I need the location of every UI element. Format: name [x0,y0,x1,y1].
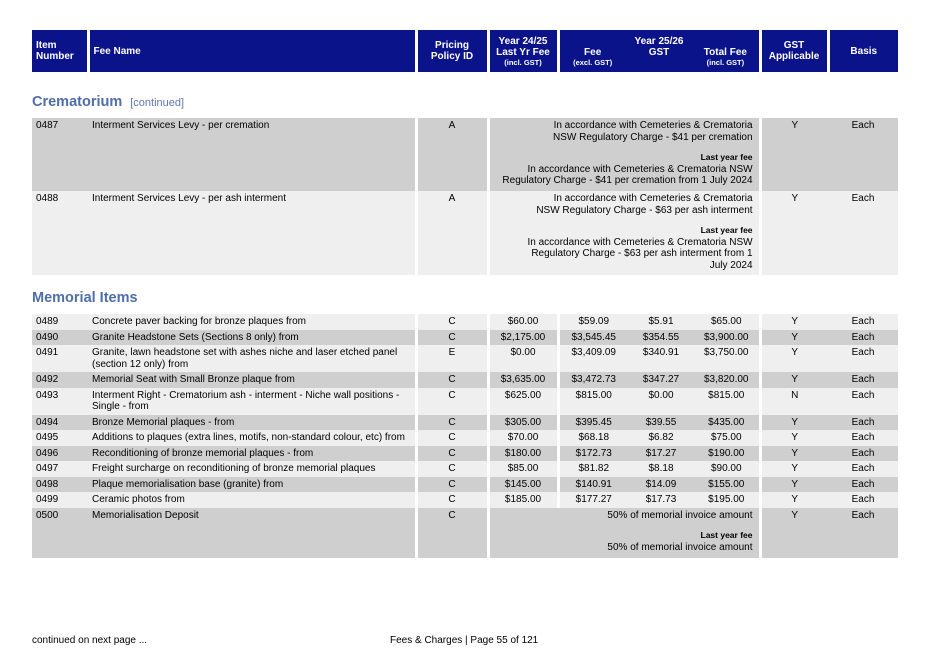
memorial-table [32,314,898,558]
pricing-policy: C [416,492,488,508]
header-year-2526 [558,30,760,72]
pricing-policy: A [416,118,488,191]
pricing-policy: E [416,345,488,372]
item-number: 0497 [32,461,88,477]
fee-name: Interment Right - Crematorium ash - interment - Niche wall positions - Single - from [88,388,416,415]
basis: Each [828,388,898,415]
last-year-fee: $85.00 [488,461,558,477]
basis: Each [828,191,898,275]
gst-applicable: Y [760,314,828,330]
fee-excl-gst: $395.45 [558,415,628,431]
item-number: 0488 [32,191,88,275]
header-year-2526-label: Year 25/26 [634,35,684,47]
pricing-policy: C [416,461,488,477]
pricing-policy: C [416,508,488,558]
header-fee-name: Fee Name [88,30,416,72]
header-last-yr-fee: Last Yr Fee [496,46,550,58]
gst-amount: $5.91 [628,314,694,330]
basis: Each [828,415,898,431]
total-fee: $90.00 [694,461,760,477]
fee-note-text: In accordance with Cemeteries & Crematoria NSW Regulatory Charge - $63 per ash interment [536,193,753,216]
last-year-fee: $625.00 [488,388,558,415]
pricing-policy: A [416,191,488,275]
gst-applicable: N [760,388,828,415]
last-year-label: Last year fee [700,225,753,235]
header-fee-excl-gst: (excl. GST) [573,57,613,67]
total-fee: $3,900.00 [694,330,760,346]
gst-amount: $354.55 [628,330,694,346]
item-number: 0492 [32,372,88,388]
gst-amount: $14.09 [628,477,694,493]
last-year-fee: $2,175.00 [488,330,558,346]
gst-amount: $17.73 [628,492,694,508]
fee-name: Memorial Seat with Small Bronze plaque from [88,372,416,388]
fee-name: Interment Services Levy - per cremation [88,118,416,191]
total-fee: $190.00 [694,446,760,462]
crematorium-table [32,118,898,275]
gst-applicable: Y [760,508,828,558]
table-row [32,372,898,388]
gst-applicable: Y [760,461,828,477]
gst-applicable: Y [760,492,828,508]
header-fee: Fee [584,46,602,58]
fee-name: Memorialisation Deposit [88,508,416,558]
fee-excl-gst: $172.73 [558,446,628,462]
table-row [32,415,898,431]
last-year-label: Last year fee [700,530,753,540]
last-year-fee: $180.00 [488,446,558,462]
basis: Each [828,314,898,330]
last-year-note: In accordance with Cemeteries & Crematoria NSW Regulatory Charge - $63 per ash interment from 1 July 2024 [527,236,753,271]
table-row [32,191,898,275]
item-number: 0490 [32,330,88,346]
gst-amount: $340.91 [628,345,694,372]
item-number: 0500 [32,508,88,558]
section-title-memorial: Memorial Items [32,290,138,306]
fee-excl-gst: $81.82 [558,461,628,477]
last-year-fee: $145.00 [488,477,558,493]
fee-excl-gst: $68.18 [558,430,628,446]
table-row [32,492,898,508]
section-memorial-items [32,289,138,307]
total-fee: $3,820.00 [694,372,760,388]
header-last-incl-gst: (incl. GST) [504,57,542,67]
header-item-number: Item Number [32,30,88,72]
pricing-policy: C [416,314,488,330]
last-year-fee: $70.00 [488,430,558,446]
fee-name: Granite, lawn headstone set with ashes niche and laser etched panel (section 12 only) from [88,345,416,372]
fee-name: Additions to plaques (extra lines, motifs, non-standard colour, etc) from [88,430,416,446]
basis: Each [828,461,898,477]
total-fee: $65.00 [694,314,760,330]
pricing-policy: C [416,388,488,415]
gst-applicable: Y [760,477,828,493]
gst-amount: $8.18 [628,461,694,477]
pricing-policy: C [416,430,488,446]
header-basis: Basis [828,30,898,72]
fee-name: Bronze Memorial plaques - from [88,415,416,431]
item-number: 0499 [32,492,88,508]
table-row [32,314,898,330]
basis: Each [828,345,898,372]
basis: Each [828,492,898,508]
item-number: 0494 [32,415,88,431]
header-total-incl-gst: (incl. GST) [706,57,745,67]
item-number: 0498 [32,477,88,493]
basis: Each [828,372,898,388]
total-fee: $75.00 [694,430,760,446]
table-row [32,118,898,191]
fee-excl-gst: $3,545.45 [558,330,628,346]
last-year-fee: $60.00 [488,314,558,330]
gst-amount: $347.27 [628,372,694,388]
last-year-fee: $0.00 [488,345,558,372]
table-row [32,330,898,346]
fees-header-table [32,30,898,72]
gst-applicable: Y [760,415,828,431]
pricing-policy: C [416,415,488,431]
fee-excl-gst: $3,409.09 [558,345,628,372]
table-row [32,345,898,372]
table-row [32,430,898,446]
fee-excl-gst: $177.27 [558,492,628,508]
fee-name: Concrete paver backing for bronze plaques from [88,314,416,330]
footer-page: Fees & Charges | Page 55 of 121 [390,635,539,646]
gst-applicable: Y [760,118,828,191]
fee-excl-gst: $59.09 [558,314,628,330]
gst-applicable: Y [760,330,828,346]
header-pricing-policy: Pricing Policy ID [416,30,488,72]
basis: Each [828,446,898,462]
pricing-policy: C [416,372,488,388]
total-fee: $815.00 [694,388,760,415]
item-number: 0487 [32,118,88,191]
footer-continued: continued on next page ... [32,635,148,646]
fee-name: Freight surcharge on reconditioning of bronze memorial plaques [88,461,416,477]
item-number: 0493 [32,388,88,415]
last-year-note: 50% of memorial invoice amount [607,541,753,553]
fee-excl-gst: $140.91 [558,477,628,493]
fee-note [488,508,760,558]
fee-note [488,118,760,191]
last-year-fee: $185.00 [488,492,558,508]
table-row [32,461,898,477]
total-fee: $195.00 [694,492,760,508]
last-year-label: Last year fee [700,152,753,162]
header-gst-applicable: GST Applicable [760,30,828,72]
header-year-2425 [488,30,558,72]
fee-excl-gst: $815.00 [558,388,628,415]
table-row [32,388,898,415]
section-crematorium [32,93,184,111]
basis: Each [828,508,898,558]
pricing-policy: C [416,446,488,462]
basis: Each [828,430,898,446]
gst-applicable: Y [760,191,828,275]
item-number: 0495 [32,430,88,446]
header-gst: GST [648,46,670,58]
fees-page [32,30,898,553]
fee-name: Plaque memorialisation base (granite) from [88,477,416,493]
basis: Each [828,118,898,191]
basis: Each [828,477,898,493]
header-total-fee: Total Fee [703,46,747,58]
fee-note [488,191,760,275]
gst-applicable: Y [760,345,828,372]
gst-applicable: Y [760,446,828,462]
fee-name: Ceramic photos from [88,492,416,508]
gst-applicable: Y [760,430,828,446]
pricing-policy: C [416,330,488,346]
gst-amount: $0.00 [628,388,694,415]
gst-amount: $17.27 [628,446,694,462]
fee-name: Reconditioning of bronze memorial plaques - from [88,446,416,462]
header-year-2425-label: Year 24/25 [498,35,548,47]
last-year-note: In accordance with Cemeteries & Crematoria NSW Regulatory Charge - $41 per cremation from 1 July 2024 [502,163,753,186]
fee-name: Interment Services Levy - per ash interment [88,191,416,275]
pricing-policy: C [416,477,488,493]
item-number: 0496 [32,446,88,462]
section-continued: [continued] [130,97,185,109]
table-row [32,508,898,558]
fee-note-text: 50% of memorial invoice amount [607,509,753,521]
fee-name: Granite Headstone Sets (Sections 8 only) from [88,330,416,346]
fee-note-text: In accordance with Cemeteries & Crematoria NSW Regulatory Charge - $41 per cremation [553,120,753,143]
total-fee: $435.00 [694,415,760,431]
last-year-fee: $305.00 [488,415,558,431]
table-row [32,446,898,462]
total-fee: $3,750.00 [694,345,760,372]
fee-excl-gst: $3,472.73 [558,372,628,388]
section-title-crematorium: Crematorium [32,94,123,110]
basis: Each [828,330,898,346]
last-year-fee: $3,635.00 [488,372,558,388]
item-number: 0489 [32,314,88,330]
gst-amount: $6.82 [628,430,694,446]
gst-applicable: Y [760,372,828,388]
item-number: 0491 [32,345,88,372]
total-fee: $155.00 [694,477,760,493]
gst-amount: $39.55 [628,415,694,431]
table-row [32,477,898,493]
